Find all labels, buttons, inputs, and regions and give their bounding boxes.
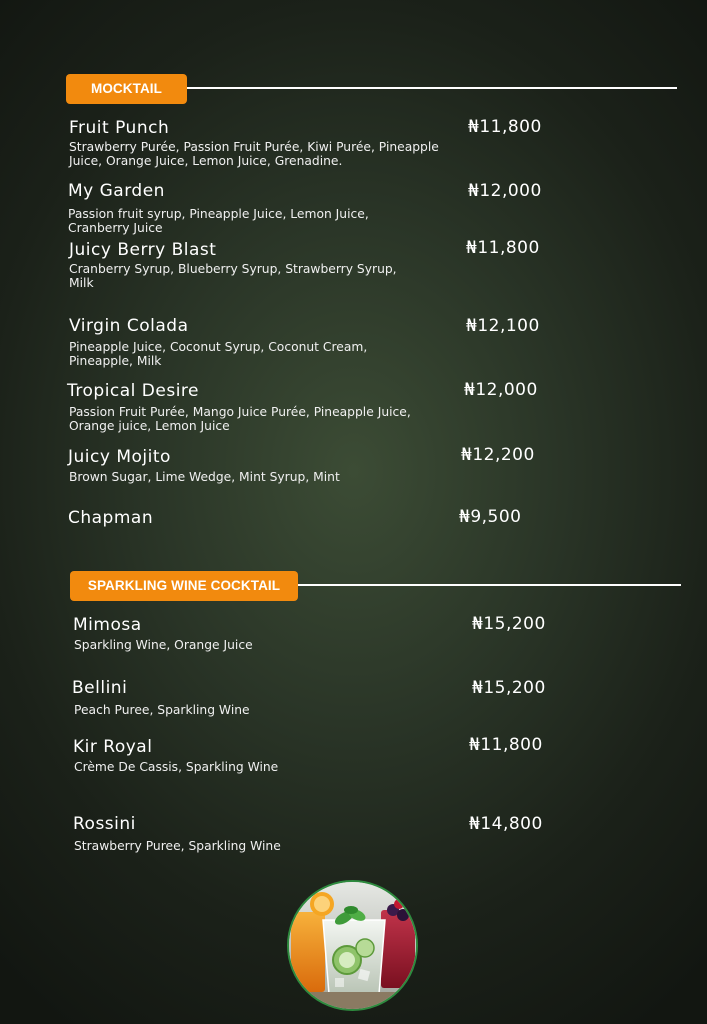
item-name: Tropical Desire xyxy=(67,381,200,401)
item-name: Juicy Berry Blast xyxy=(69,240,217,260)
section-badge-sparkling-wine-cocktail: SPARKLING WINE COCKTAIL xyxy=(70,571,298,601)
item-description: Brown Sugar, Lime Wedge, Mint Syrup, Mint xyxy=(69,470,340,484)
menu-item-my-garden xyxy=(68,181,403,235)
menu-item-juicy-mojito xyxy=(68,447,434,484)
item-description: Strawberry Puree, Sparkling Wine xyxy=(74,839,281,853)
menu-item-virgin-colada xyxy=(69,316,399,368)
section-divider xyxy=(187,87,677,89)
item-price: ₦12,000 xyxy=(464,380,538,400)
menu-item-chapman xyxy=(68,508,153,528)
item-name: Chapman xyxy=(68,508,154,528)
item-price: ₦12,100 xyxy=(466,316,540,336)
item-name: Kir Royal xyxy=(73,737,153,757)
item-price: ₦14,800 xyxy=(469,814,543,834)
item-price: ₦15,200 xyxy=(472,678,546,698)
item-name: My Garden xyxy=(68,181,165,201)
item-description: Passion fruit syrup, Pineapple Juice, Lemon Juice, Cranberry Juice xyxy=(68,207,369,235)
item-description: Pineapple Juice, Coconut Syrup, Coconut Cream, Pineapple, Milk xyxy=(69,340,368,368)
item-description: Strawberry Purée, Passion Fruit Purée, Kiwi Purée, Pineapple Juice, Orange Juice, Lemon Juice, Grenadine. xyxy=(69,140,439,168)
item-description: Passion Fruit Purée, Mango Juice Purée, Pineapple Juice, Orange juice, Lemon Juice xyxy=(69,405,411,433)
item-description: Peach Puree, Sparkling Wine xyxy=(74,703,250,717)
section-divider xyxy=(298,584,681,586)
section-badge-mocktail: MOCKTAIL xyxy=(66,74,187,104)
item-description: Sparkling Wine, Orange Juice xyxy=(74,638,253,652)
item-price: ₦12,000 xyxy=(468,181,542,201)
item-price: ₦11,800 xyxy=(468,117,542,137)
menu-item-kir-royal xyxy=(73,737,439,774)
item-description: Crème De Cassis, Sparkling Wine xyxy=(74,760,279,774)
cocktail-glasses-icon xyxy=(289,882,416,1009)
item-price: ₦9,500 xyxy=(459,507,522,527)
item-price: ₦11,800 xyxy=(466,238,540,258)
item-name: Juicy Mojito xyxy=(68,447,171,467)
menu-item-mimosa xyxy=(73,615,439,652)
menu-item-rossini xyxy=(73,814,439,853)
item-description: Cranberry Syrup, Blueberry Syrup, Strawberry Syrup, Milk xyxy=(69,262,397,290)
item-name: Virgin Colada xyxy=(69,316,189,336)
item-price: ₦11,800 xyxy=(469,735,543,755)
item-price: ₦12,200 xyxy=(461,445,535,465)
menu-item-tropical-desire xyxy=(67,381,414,433)
menu-item-juicy-berry-blast xyxy=(69,240,424,290)
menu-item-fruit-punch xyxy=(69,118,439,168)
item-name: Fruit Punch xyxy=(69,118,170,138)
item-name: Bellini xyxy=(72,678,128,698)
item-name: Mimosa xyxy=(73,615,142,635)
cocktail-glasses-photo xyxy=(287,880,418,1011)
item-price: ₦15,200 xyxy=(472,614,546,634)
menu-item-bellini xyxy=(72,678,439,717)
item-name: Rossini xyxy=(73,814,136,834)
